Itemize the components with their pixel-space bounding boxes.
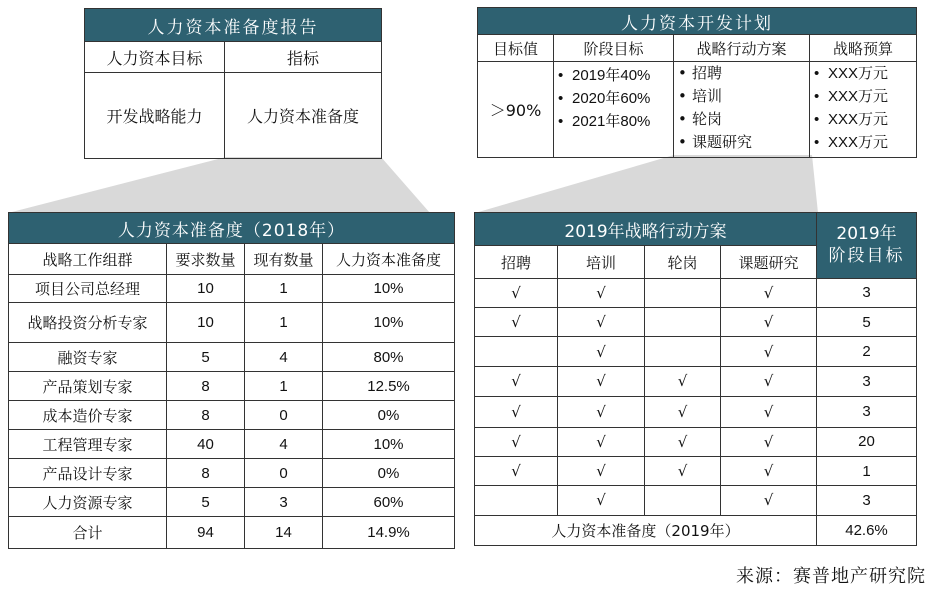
check-mark-cell: √: [558, 427, 645, 456]
actions-footer-row: [475, 515, 917, 545]
plan-header-action: 战略行动方案: [674, 35, 810, 62]
table-row: [9, 372, 455, 401]
plan-stage-item: • 2020年60%: [558, 87, 673, 110]
check-mark-cell: √: [721, 308, 817, 337]
stage-target-value: 2: [817, 337, 917, 366]
readiness-2018-table: [8, 212, 455, 549]
plan-header-target: 目标值: [478, 35, 554, 62]
group-name: 人力资源专家: [9, 488, 167, 517]
readiness-report-table: [84, 8, 382, 159]
plan-action-cell: [674, 62, 810, 158]
readiness-value: 80%: [323, 343, 455, 372]
required-count: 40: [167, 430, 245, 459]
plan-stage-list: [554, 64, 673, 133]
table-row: [475, 308, 917, 337]
total-row: [9, 517, 455, 549]
readiness-value: 10%: [323, 275, 455, 303]
group-name: 产品策划专家: [9, 372, 167, 401]
readiness-value: 10%: [323, 303, 455, 343]
check-mark-cell: √: [558, 486, 645, 515]
readiness-header-required: 要求数量: [167, 244, 245, 275]
plan-title: 人力资本开发计划: [478, 8, 917, 35]
plan-target-value: ＞90%: [478, 62, 554, 158]
source-note: 来源：赛普地产研究院: [736, 566, 926, 587]
development-plan-table: [477, 7, 917, 158]
actions-title: 2019年战略行动方案: [475, 213, 817, 246]
readiness-header-group: 战略工作组群: [9, 244, 167, 275]
group-name: 战略投资分析专家: [9, 303, 167, 343]
check-mark-cell: √: [558, 308, 645, 337]
report-metric: 人力资本准备度: [225, 73, 382, 159]
plan-header-budget: 战略预算: [810, 35, 917, 62]
required-count: 10: [167, 303, 245, 343]
check-mark-cell: √: [558, 278, 645, 307]
plan-budget-item: • XXX万元: [814, 85, 916, 108]
check-mark-cell: √: [645, 366, 721, 396]
actions-header-training: 培训: [558, 246, 645, 278]
existing-count: 4: [245, 430, 323, 459]
stage-target-value: 5: [817, 308, 917, 337]
existing-count: 1: [245, 275, 323, 303]
existing-count: 4: [245, 343, 323, 372]
table-row: [9, 275, 455, 303]
table-row: [475, 397, 917, 427]
plan-stage-item: • 2021年80%: [558, 110, 673, 133]
check-mark-cell: √: [475, 278, 558, 307]
empty-cell: [645, 278, 721, 307]
table-row: [475, 427, 917, 456]
check-mark-cell: √: [645, 397, 721, 427]
plan-budget-cell: [810, 62, 917, 158]
actions-header-rotation: 轮岗: [645, 246, 721, 278]
report-title: 人力资本准备度报告: [85, 9, 382, 42]
required-count: 5: [167, 488, 245, 517]
plan-action-item: • 招聘: [678, 62, 809, 85]
existing-count: 0: [245, 459, 323, 488]
group-name: 产品设计专家: [9, 459, 167, 488]
plan-budget-item: • XXX万元: [814, 131, 916, 154]
group-name: 融资专家: [9, 343, 167, 372]
readiness-value: 12.5%: [323, 372, 455, 401]
actions-header-research: 课题研究: [721, 246, 817, 278]
readiness-header-readiness: 人力资本准备度: [323, 244, 455, 275]
plan-budget-list: [810, 62, 916, 154]
required-count: 8: [167, 401, 245, 430]
total-existing: 14: [245, 517, 323, 549]
readiness-value: 0%: [323, 401, 455, 430]
group-name: 项目公司总经理: [9, 275, 167, 303]
stage-target-value: 3: [817, 397, 917, 427]
check-mark-cell: √: [721, 397, 817, 427]
action-plan-2019-table: [474, 212, 917, 546]
readiness-value: 0%: [323, 459, 455, 488]
existing-count: 3: [245, 488, 323, 517]
check-mark-cell: √: [721, 337, 817, 366]
readiness-title: 人力资本准备度（2018年）: [9, 213, 455, 244]
right-connector: [475, 155, 818, 213]
plan-action-list: [674, 62, 809, 154]
required-count: 5: [167, 343, 245, 372]
report-goal: 开发战略能力: [85, 73, 225, 159]
table-row: [9, 430, 455, 459]
plan-action-item: • 课题研究: [678, 131, 809, 154]
action-rows: [475, 278, 917, 515]
table-row: [475, 337, 917, 366]
check-mark-cell: √: [721, 486, 817, 515]
existing-count: 1: [245, 303, 323, 343]
check-mark-cell: √: [645, 456, 721, 485]
check-mark-cell: √: [721, 366, 817, 396]
stage-target-header: [817, 213, 917, 279]
existing-count: 0: [245, 401, 323, 430]
actions-footer-label: 人力资本准备度（2019年）: [475, 515, 817, 545]
check-mark-cell: √: [475, 456, 558, 485]
stage-target-value: 20: [817, 427, 917, 456]
plan-header-stage: 阶段目标: [554, 35, 674, 62]
table-row: [9, 303, 455, 343]
report-col-goal: 人力资本目标: [85, 42, 225, 73]
total-required: 94: [167, 517, 245, 549]
empty-cell: [475, 486, 558, 515]
empty-cell: [475, 337, 558, 366]
check-mark-cell: √: [558, 397, 645, 427]
table-row: [475, 456, 917, 485]
readiness-header-existing: 现有数量: [245, 244, 323, 275]
required-count: 8: [167, 372, 245, 401]
group-name: 成本造价专家: [9, 401, 167, 430]
table-row: [475, 486, 917, 515]
plan-budget-item: • XXX万元: [814, 62, 916, 85]
check-mark-cell: √: [721, 427, 817, 456]
total-label: 合计: [9, 517, 167, 549]
stage-target-value: 3: [817, 486, 917, 515]
check-mark-cell: √: [475, 397, 558, 427]
stage-target-value: 3: [817, 278, 917, 307]
existing-count: 1: [245, 372, 323, 401]
table-row: [475, 278, 917, 307]
table-row: [9, 459, 455, 488]
stage-target-value: 3: [817, 366, 917, 396]
table-row: [475, 366, 917, 396]
stage-target-header-line2: 阶段目标: [828, 246, 905, 267]
empty-cell: [645, 486, 721, 515]
check-mark-cell: √: [558, 366, 645, 396]
actions-footer-value: 42.6%: [817, 515, 917, 545]
table-row: [9, 343, 455, 372]
check-mark-cell: √: [721, 278, 817, 307]
table-row: [9, 488, 455, 517]
check-mark-cell: √: [721, 456, 817, 485]
check-mark-cell: √: [475, 366, 558, 396]
check-mark-cell: √: [475, 308, 558, 337]
check-mark-cell: √: [558, 456, 645, 485]
table-row: [9, 401, 455, 430]
plan-budget-item: • XXX万元: [814, 108, 916, 131]
plan-action-item: • 轮岗: [678, 108, 809, 131]
stage-target-value: 1: [817, 456, 917, 485]
total-readiness: 14.9%: [323, 517, 455, 549]
check-mark-cell: √: [558, 337, 645, 366]
report-col-metric: 指标: [225, 42, 382, 73]
plan-action-item: • 培训: [678, 85, 809, 108]
empty-cell: [645, 337, 721, 366]
actions-header-recruit: 招聘: [475, 246, 558, 278]
readiness-value: 10%: [323, 430, 455, 459]
required-count: 10: [167, 275, 245, 303]
group-name: 工程管理专家: [9, 430, 167, 459]
check-mark-cell: √: [645, 427, 721, 456]
readiness-value: 60%: [323, 488, 455, 517]
check-mark-cell: √: [475, 427, 558, 456]
plan-stage-cell: [554, 62, 674, 158]
empty-cell: [645, 308, 721, 337]
required-count: 8: [167, 459, 245, 488]
plan-stage-item: • 2019年40%: [558, 64, 673, 87]
stage-target-header-line1: 2019年: [836, 224, 897, 245]
left-connector: [8, 157, 430, 213]
